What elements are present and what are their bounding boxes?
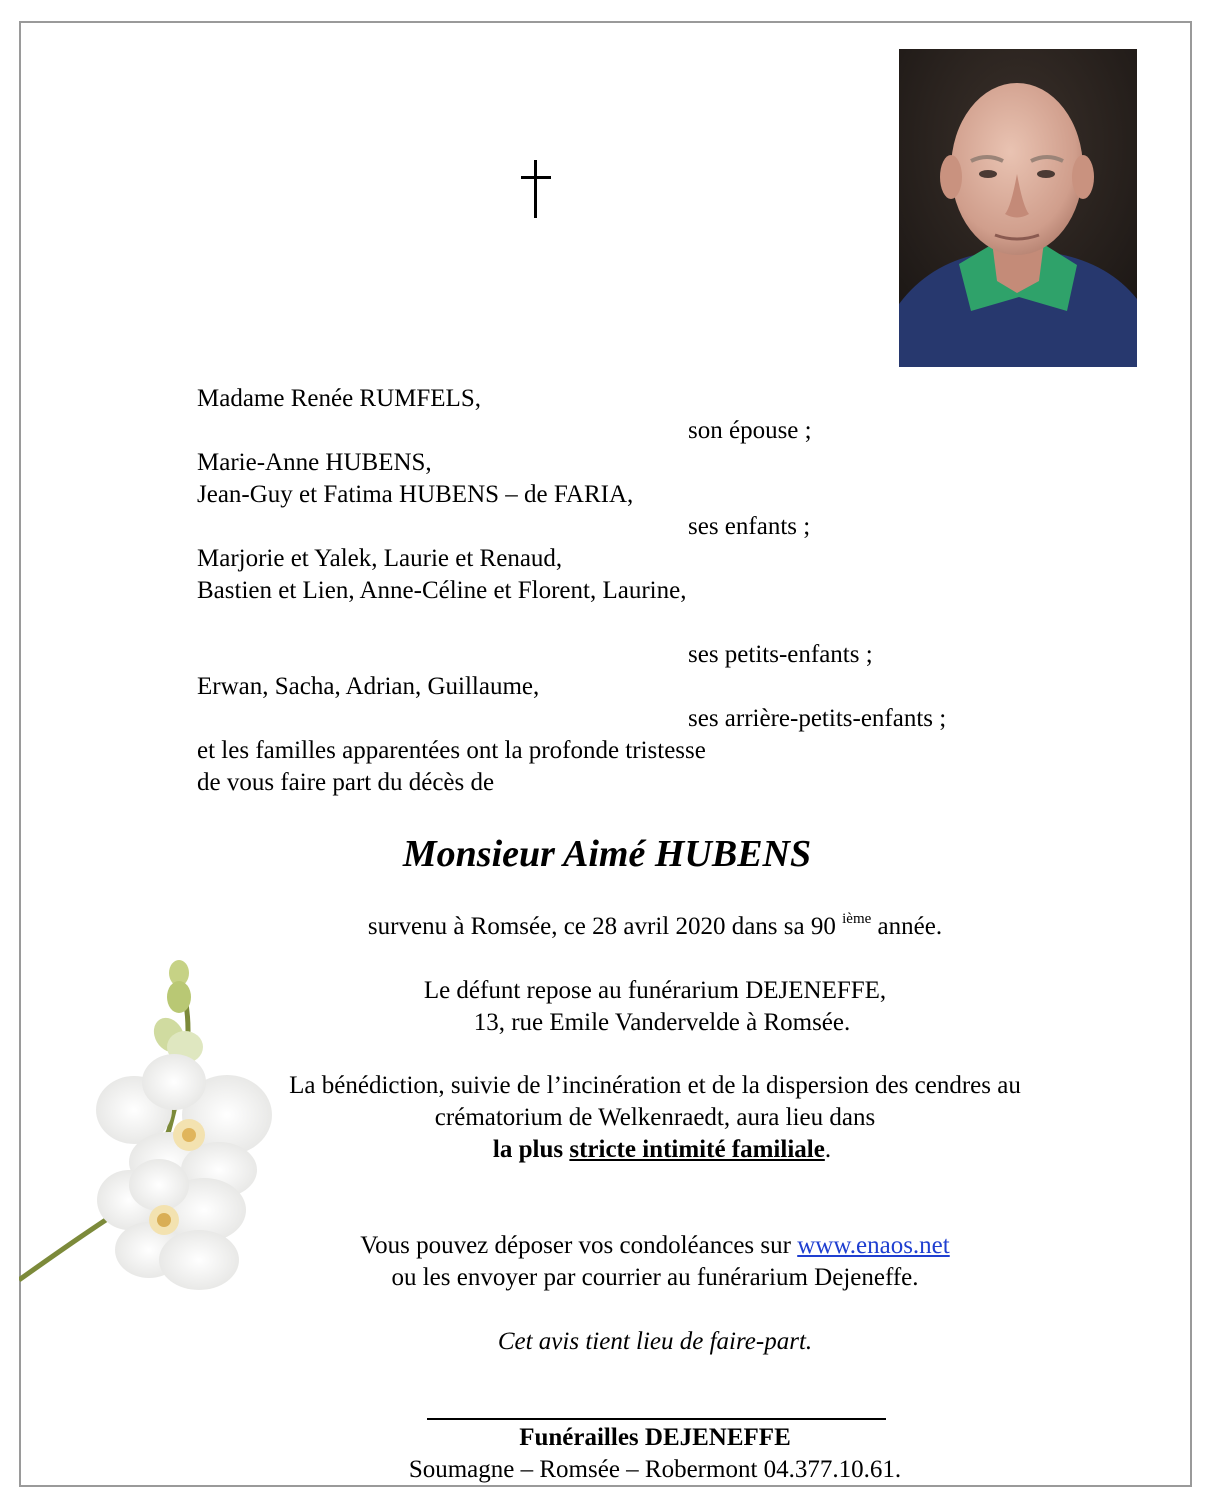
family-line-child-1: Marie-Anne HUBENS, [197, 449, 432, 476]
family-role-great-grandchildren: ses arrière-petits-enfants ; [688, 705, 947, 732]
family-line-announcement: de vous faire part du décès de [197, 769, 495, 796]
notice-text: Cet avis tient lieu de faire-part. [497, 1328, 813, 1355]
cross-icon [521, 160, 551, 218]
deceased-name: Monsieur Aimé HUBENS [402, 833, 812, 875]
family-role-children: ses enfants ; [688, 513, 811, 540]
footer-company: Funérailles DEJENEFFE [519, 1424, 791, 1451]
orchid-flower-icon [19, 955, 289, 1295]
family-role-spouse: son épouse ; [688, 417, 812, 444]
condolences-line-1: Vous pouvez déposer vos condoléances sur www.enaos.net [360, 1232, 950, 1259]
family-line-relatives: et les familles apparentées ont la profonde tristesse [197, 737, 706, 764]
family-line-great-grandchildren: Erwan, Sacha, Adrian, Guillaume, [197, 673, 540, 700]
ceremony-line-3: la plus stricte intimité familiale. [492, 1136, 832, 1163]
ceremony-line-1: La bénédiction, suivie de l’incinération et de la dispersion des cendres au [289, 1072, 1021, 1099]
ordinal-suffix: ième [842, 911, 872, 927]
enaos-link[interactable]: www.enaos.net [797, 1232, 950, 1259]
family-line-grandchildren-2: Bastien et Lien, Anne-Céline et Florent, Laurine, [197, 577, 687, 604]
family-line-spouse: Madame Renée RUMFELS, [197, 385, 481, 412]
funerarium-line-2: 13, rue Emile Vandervelde à Romsée. [473, 1009, 851, 1036]
family-line-grandchildren-1: Marjorie et Yalek, Laurie et Renaud, [197, 545, 563, 572]
intimacy-emphasis: stricte intimité familiale [569, 1136, 825, 1163]
death-info: survenu à Romsée, ce 28 avril 2020 dans sa 90 $^{ième}$ année. [367, 911, 943, 940]
funerarium-line-1: Le défunt repose au funérarium DEJENEFFE, [423, 977, 887, 1004]
portrait-photo [899, 49, 1137, 367]
footer-divider [427, 1418, 886, 1420]
ceremony-line-2: crématorium de Welkenraedt, aura lieu dans [434, 1104, 876, 1131]
family-role-grandchildren: ses petits-enfants ; [688, 641, 873, 668]
condolences-line-2: ou les envoyer par courrier au funérarium Dejeneffe. [391, 1264, 919, 1291]
family-line-child-2: Jean-Guy et Fatima HUBENS – de FARIA, [197, 481, 634, 508]
footer-address: Soumagne – Romsée – Robermont 04.377.10.61. [408, 1456, 902, 1483]
